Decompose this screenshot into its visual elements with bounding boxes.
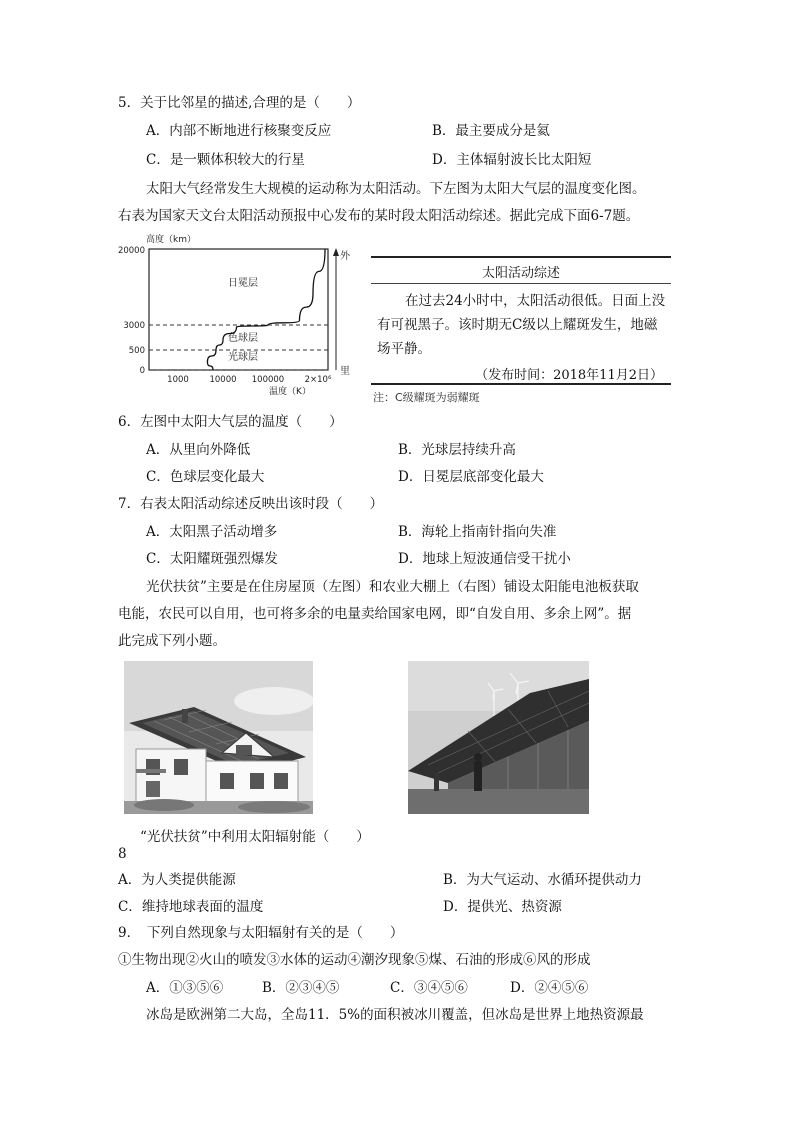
temperature-chart-svg (118, 232, 360, 402)
y-tick-500: 500 (128, 346, 145, 356)
layer-label-photosphere: 光球层 (228, 352, 258, 363)
y-axis-label: 高度（km） (146, 235, 196, 245)
x-tick-2e6: 2×10⁶ (304, 375, 332, 385)
q8-stem: “光伏扶贫”中利用太阳辐射能（ ） (140, 829, 370, 845)
q5-stem: 5．关于比邻星的描述,合理的是（ ） (118, 95, 361, 111)
direction-label-inner: 里 (340, 366, 350, 377)
x-tick-10000: 10000 (209, 375, 237, 385)
passage1-line1: 太阳大气经常发生大规模的运动称为太阳活动。下左图为太阳大气层的温度变化图。 (146, 181, 646, 197)
q9-items: ①生物出现②火山的喷发③水体的运动④潮汐现象⑤煤、石油的形成⑥风的形成 (118, 952, 591, 968)
passage2-line3: 此完成下列小题。 (118, 633, 226, 649)
passage2-line2: 电能，农民可以自用，也可将多余的电量卖给国家电网，即“自发自用、多余上网”。据 (118, 606, 632, 622)
y-tick-0: 0 (139, 366, 145, 376)
passage2-line1: 光伏扶贫”主要是在住房屋顶（左图）和农业大棚上（右图）铺设太阳能电池板获取 (146, 579, 639, 595)
direction-label-outer: 外 (340, 251, 350, 262)
greenhouse-solar-photo (408, 661, 589, 814)
q7-option-a: A．太阳黑子活动增多 (146, 524, 278, 540)
summary-date: （发布时间：2018年11月2日） (475, 368, 663, 383)
q7-stem: 7．右表太阳活动综述反映出该时段（ ） (118, 496, 384, 512)
q8-option-b: B．为大气运动、水循环提供动力 (443, 872, 642, 888)
q9-option-c: C．③④⑤⑥ (390, 980, 468, 996)
q6-option-d: D．日冕层底部变化最大 (398, 469, 544, 485)
q6-option-b: B．光球层持续升高 (398, 442, 516, 458)
passage1-line2: 右表为国家天文台太阳活动预报中心发布的某时段太阳活动综述。据此完成下面6-7题。 (118, 208, 640, 224)
summary-body (377, 289, 669, 361)
rooftop-solar-house-photo (124, 661, 313, 814)
summary-note: 注：C级耀斑为弱耀斑 (373, 391, 480, 404)
q9-option-a: A．①③⑤⑥ (146, 980, 224, 996)
temperature-curve (207, 249, 325, 370)
summary-top-rule (371, 256, 671, 258)
layer-label-corona: 日冕层 (228, 278, 258, 289)
q9-option-d: D．②④⑤⑥ (510, 980, 589, 996)
q8-option-d: D．提供光、热资源 (443, 899, 562, 915)
x-tick-1000: 1000 (167, 375, 189, 385)
q6-stem: 6．左图中太阳大气层的温度（ ） (118, 414, 343, 430)
q9-stem: 9． 下列自然现象与太阳辐射有关的是（ ） (118, 925, 404, 941)
q6-option-c: C．色球层变化最大 (146, 469, 265, 485)
direction-arrow-head (333, 248, 339, 256)
q7-option-c: C．太阳耀斑强烈爆发 (146, 551, 278, 567)
q5-option-b: B．最主要成分是氦 (432, 123, 550, 139)
y-tick-20000: 20000 (118, 246, 145, 256)
x-axis-label: 温度（K） (269, 387, 311, 397)
q5-option-c: C．是一颗体积较大的行星 (146, 152, 305, 168)
summary-mid-rule (371, 283, 671, 284)
passage3-line1: 冰岛是欧洲第二大岛，全岛11．5%的面积被冰川覆盖，但冰岛是世界上地热资源最 (146, 1007, 644, 1023)
layer-label-chromosphere: 色球层 (228, 333, 258, 344)
q5-option-a: A．内部不断地进行核聚变反应 (146, 123, 332, 139)
q5-option-d: D．主体辐射波长比太阳短 (432, 152, 592, 168)
summary-title: 太阳活动综述 (481, 266, 560, 281)
temperature-chart (118, 232, 360, 402)
summary-body-text: 在过去24小时中，太阳活动很低。日面上没有可视黑子。该时期无C级以上耀斑发生，地磁场平静。 (377, 293, 666, 357)
x-tick-100000: 100000 (251, 375, 285, 385)
q8-option-c: C．维持地球表面的温度 (118, 899, 264, 915)
q7-option-d: D．地球上短波通信受干扰小 (398, 551, 571, 567)
y-tick-3000: 3000 (123, 321, 145, 331)
summary-bottom-rule (371, 383, 671, 385)
q7-option-b: B．海轮上指南针指向失准 (398, 524, 557, 540)
q6-option-a: A．从里向外降低 (146, 442, 251, 458)
q8-option-a: A．为人类提供能源 (118, 872, 236, 888)
q9-option-b: B．②③④⑤ (262, 980, 340, 996)
q8-number: 8 (118, 846, 127, 862)
